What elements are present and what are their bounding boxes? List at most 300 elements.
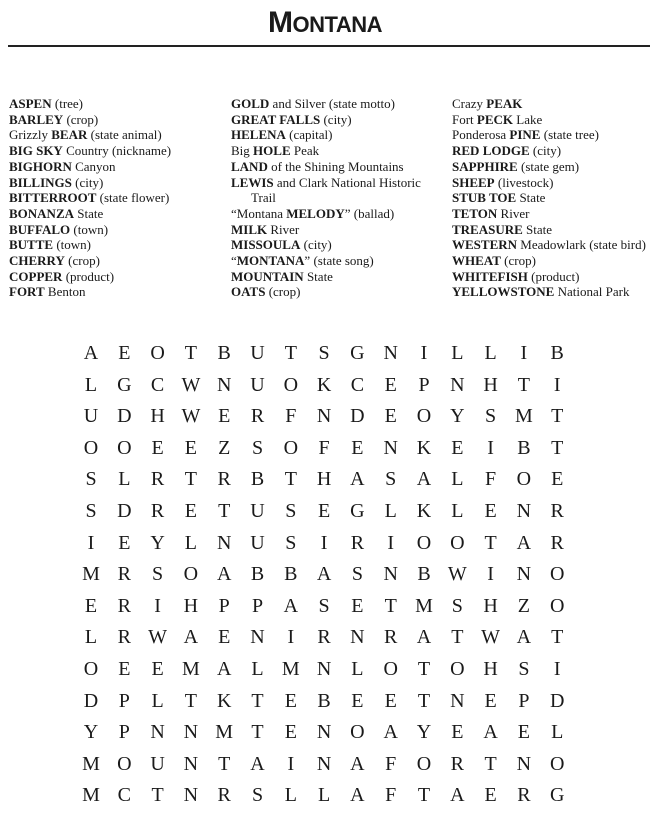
grid-letter[interactable]: H — [316, 468, 332, 491]
grid-letter[interactable]: B — [317, 689, 331, 712]
word-entry-note: Canyon — [71, 158, 116, 174]
grid-letter[interactable]: O — [150, 342, 165, 364]
grid-letter[interactable]: E — [118, 531, 131, 554]
grid-letter[interactable]: O — [549, 563, 565, 586]
grid-letter[interactable]: A — [183, 626, 199, 649]
grid-letter[interactable]: N — [316, 752, 332, 775]
grid-letter[interactable]: T — [251, 721, 264, 744]
word-entry — [231, 253, 446, 269]
grid-letter[interactable]: F — [285, 405, 297, 428]
grid-letter[interactable]: E — [284, 689, 297, 712]
grid-letter[interactable]: C — [117, 784, 131, 807]
grid-letter[interactable]: W — [181, 373, 201, 396]
grid-letter[interactable]: L — [451, 342, 464, 364]
word-entry — [9, 222, 224, 238]
word-entry-note: (crop) — [63, 111, 99, 127]
grid-letter[interactable]: N — [150, 721, 165, 744]
grid-letter[interactable]: A — [483, 721, 498, 744]
grid-letter[interactable]: B — [517, 436, 531, 459]
grid-letter[interactable]: E — [218, 405, 231, 428]
grid-letter[interactable]: R — [150, 500, 165, 522]
grid-letter[interactable]: I — [553, 658, 561, 680]
word-entry-keyword: MOUNTAIN — [231, 268, 304, 284]
word-entry-note: ” (ballad) — [344, 205, 395, 221]
grid-letter[interactable]: Y — [150, 531, 165, 554]
grid-letter[interactable]: T — [417, 658, 431, 680]
grid-letter[interactable]: E — [118, 658, 131, 680]
grid-letter[interactable]: B — [250, 468, 265, 491]
grid-letter[interactable]: L — [451, 500, 464, 522]
word-entry-note: (crop) — [265, 284, 301, 300]
word-entry-keyword: TETON — [452, 205, 498, 221]
grid-letter[interactable]: T — [184, 468, 197, 491]
word-entry-note: and Clark National Historic — [273, 174, 421, 190]
grid-letter[interactable]: T — [184, 689, 197, 712]
grid-letter[interactable]: I — [154, 594, 161, 617]
grid-letter[interactable]: O — [516, 468, 532, 491]
word-entry-note: (city) — [300, 237, 332, 253]
word-entry-note: and Silver (state motto) — [269, 96, 395, 111]
word-entry-note: National Park — [554, 284, 630, 300]
word-entry — [9, 237, 224, 253]
grid-letter[interactable]: U — [250, 500, 265, 522]
grid-letter[interactable]: F — [485, 468, 497, 491]
word-entry — [9, 175, 224, 191]
word-entry — [231, 190, 446, 206]
grid-letter[interactable]: N — [383, 342, 398, 364]
grid-letter[interactable]: E — [384, 373, 397, 396]
grid-letter[interactable]: L — [317, 784, 331, 807]
grid-letter[interactable]: E — [184, 500, 197, 522]
grid-letter[interactable]: D — [83, 689, 99, 712]
grid-letter[interactable]: S — [85, 500, 97, 522]
grid-letter[interactable]: E — [484, 689, 497, 712]
grid-letter[interactable]: D — [549, 689, 565, 712]
grid-letter[interactable]: T — [417, 689, 431, 712]
grid-letter[interactable]: O — [83, 658, 99, 680]
grid-letter[interactable]: K — [216, 689, 232, 712]
grid-letter[interactable]: N — [516, 752, 532, 775]
word-entry — [9, 269, 224, 285]
word-entry-note: (crop) — [64, 253, 100, 269]
grid-letter[interactable]: W — [181, 405, 201, 428]
grid-letter[interactable]: S — [318, 342, 330, 364]
grid-letter[interactable]: D — [350, 405, 365, 428]
grid-letter[interactable]: E — [351, 594, 364, 617]
grid-letter[interactable]: R — [217, 784, 231, 807]
grid-letter[interactable]: R — [550, 531, 564, 554]
grid-letter[interactable]: O — [283, 373, 299, 396]
grid-letter[interactable]: E — [551, 468, 564, 491]
grid-letter[interactable]: K — [316, 373, 332, 396]
grid-letter[interactable]: S — [385, 468, 397, 491]
grid-letter[interactable]: Y — [83, 721, 99, 744]
grid-letter[interactable]: O — [416, 752, 432, 775]
grid-letter[interactable]: E — [384, 689, 397, 712]
grid-letter[interactable]: A — [416, 626, 432, 649]
word-entry-note: State — [74, 205, 104, 221]
grid-letter[interactable]: A — [216, 658, 232, 680]
word-entry-prefix: Crazy — [452, 96, 487, 111]
grid-letter[interactable]: R — [150, 468, 165, 491]
grid-letter[interactable]: R — [350, 531, 365, 554]
word-entry — [9, 143, 224, 159]
word-entry-note: (city) — [320, 111, 352, 127]
grid-letter[interactable]: N — [183, 721, 199, 744]
grid-letter[interactable]: E — [184, 436, 197, 459]
grid-letter[interactable]: C — [150, 373, 165, 396]
grid-letter[interactable]: E — [84, 594, 98, 617]
grid-letter[interactable]: L — [384, 500, 397, 522]
grid-letter[interactable]: M — [514, 405, 533, 428]
grid-letter[interactable]: H — [483, 594, 498, 617]
grid-letter[interactable]: C — [350, 373, 365, 396]
word-entry-keyword: HOLE — [253, 143, 291, 159]
word-entry-prefix: “ — [231, 253, 237, 269]
grid-letter[interactable]: T — [184, 342, 197, 364]
grid-letter[interactable]: L — [451, 468, 464, 491]
grid-letter[interactable]: R — [217, 468, 231, 491]
grid-letter[interactable]: E — [151, 436, 164, 459]
grid-letter[interactable]: T — [417, 784, 431, 807]
word-entry-note: Benton — [44, 284, 86, 300]
grid-letter[interactable]: P — [251, 594, 264, 617]
grid-letter[interactable]: M — [215, 721, 234, 744]
grid-letter[interactable]: A — [416, 468, 432, 491]
grid-letter[interactable]: H — [483, 658, 498, 680]
grid-letter[interactable]: Z — [218, 436, 231, 459]
grid-letter[interactable]: D — [117, 405, 132, 428]
word-list-column-3 — [452, 96, 650, 300]
grid-letter[interactable]: R — [250, 405, 265, 428]
grid-letter[interactable]: A — [350, 468, 365, 491]
grid-letter[interactable]: O — [83, 436, 99, 459]
word-entry-keyword: RED LODGE — [452, 143, 530, 159]
word-entry-keyword: SAPPHIRE — [452, 158, 518, 174]
grid-letter[interactable]: T — [284, 468, 297, 491]
word-entry-note: Peak — [290, 143, 320, 159]
grid-row — [0, 686, 650, 718]
grid-letter[interactable]: S — [152, 563, 164, 586]
grid-letter[interactable]: I — [520, 342, 528, 364]
word-entry-keyword: LEWIS — [231, 174, 274, 190]
grid-letter[interactable]: L — [151, 689, 164, 712]
grid-letter[interactable]: N — [216, 373, 232, 396]
grid-row — [0, 622, 650, 654]
grid-letter[interactable]: E — [351, 689, 364, 712]
grid-letter[interactable]: I — [553, 373, 561, 396]
grid-letter[interactable]: S — [318, 594, 330, 617]
grid-letter[interactable]: P — [518, 689, 530, 712]
grid-letter[interactable]: G — [350, 500, 365, 522]
grid-letter[interactable]: N — [250, 626, 265, 649]
word-entry — [9, 112, 224, 128]
grid-letter[interactable]: E — [151, 658, 164, 680]
grid-letter[interactable]: H — [483, 373, 498, 396]
word-entry — [231, 112, 446, 128]
grid-letter[interactable]: B — [284, 563, 298, 586]
grid-letter[interactable]: R — [117, 563, 131, 586]
grid-letter[interactable]: A — [283, 594, 299, 617]
grid-letter[interactable]: A — [216, 563, 232, 586]
word-entry-note: (city) — [529, 143, 562, 159]
grid-letter[interactable]: M — [82, 563, 100, 586]
grid-letter[interactable]: D — [117, 500, 132, 522]
grid-letter[interactable]: P — [118, 721, 130, 744]
grid-letter[interactable]: G — [117, 373, 132, 396]
grid-letter[interactable]: N — [383, 436, 398, 459]
grid-letter[interactable]: P — [118, 689, 130, 712]
grid-letter[interactable]: T — [551, 626, 564, 649]
word-entry-note: State — [522, 221, 553, 237]
grid-letter[interactable]: F — [318, 436, 330, 459]
grid-letter[interactable]: P — [418, 373, 430, 396]
grid-letter[interactable]: O — [450, 531, 465, 554]
word-entry — [452, 206, 650, 222]
grid-letter[interactable]: M — [281, 658, 300, 680]
grid-letter[interactable]: N — [183, 752, 199, 775]
grid-letter[interactable]: T — [384, 594, 397, 617]
grid-letter[interactable]: S — [285, 500, 297, 522]
word-entry-note: (product) — [62, 268, 115, 284]
grid-letter[interactable]: Y — [450, 405, 465, 428]
grid-letter[interactable]: U — [83, 405, 99, 428]
grid-letter[interactable]: N — [316, 658, 332, 680]
word-entry-keyword: BONANZA — [9, 205, 75, 221]
word-entry-keyword: MISSOULA — [231, 237, 301, 253]
grid-letter[interactable]: E — [284, 721, 297, 744]
grid-letter[interactable]: U — [250, 531, 265, 554]
grid-letter[interactable]: B — [250, 563, 265, 586]
grid-letter[interactable]: R — [450, 752, 464, 775]
grid-letter[interactable]: E — [218, 626, 231, 649]
grid-letter[interactable]: N — [516, 563, 532, 586]
grid-letter[interactable]: B — [550, 342, 564, 364]
grid-letter[interactable]: F — [385, 784, 397, 807]
grid-letter[interactable]: S — [251, 436, 264, 459]
grid-letter[interactable]: M — [82, 784, 100, 807]
grid-letter[interactable]: N — [183, 784, 199, 807]
grid-letter[interactable]: B — [217, 342, 231, 364]
grid-letter[interactable]: Y — [416, 721, 432, 744]
grid-letter[interactable]: M — [181, 658, 200, 680]
grid-letter[interactable]: O — [117, 752, 132, 775]
grid-letter[interactable]: N — [450, 373, 465, 396]
grid-letter[interactable]: A — [450, 784, 465, 807]
grid-letter[interactable]: T — [517, 373, 530, 396]
word-entry-keyword: MONTANA — [236, 253, 305, 269]
grid-letter[interactable]: O — [350, 721, 365, 744]
grid-letter[interactable]: R — [384, 626, 398, 649]
grid-letter[interactable]: L — [351, 658, 364, 680]
grid-letter[interactable]: S — [518, 658, 530, 680]
grid-letter[interactable]: L — [251, 658, 264, 680]
grid-letter[interactable]: I — [87, 531, 95, 554]
grid-letter[interactable]: N — [316, 721, 332, 744]
grid-letter[interactable]: F — [385, 752, 397, 775]
grid-letter[interactable]: E — [384, 405, 397, 428]
grid-letter[interactable]: A — [383, 721, 398, 744]
grid-letter[interactable]: E — [317, 500, 331, 522]
grid-letter[interactable]: O — [416, 531, 432, 554]
grid-letter[interactable]: L — [484, 342, 497, 364]
grid-letter[interactable]: A — [350, 752, 365, 775]
grid-letter[interactable]: N — [450, 689, 465, 712]
grid-letter[interactable]: E — [484, 784, 497, 807]
grid-letter[interactable]: S — [485, 405, 497, 428]
grid-letter[interactable]: S — [351, 563, 363, 586]
word-entry — [231, 159, 446, 175]
word-entry — [9, 253, 224, 269]
word-entry-note: River — [497, 205, 530, 221]
grid-letter[interactable]: O — [283, 436, 299, 459]
grid-letter[interactable]: S — [85, 468, 97, 491]
grid-letter[interactable]: K — [416, 500, 432, 522]
grid-letter[interactable]: L — [551, 721, 564, 744]
grid-letter[interactable]: S — [251, 784, 264, 807]
word-entry-keyword: BIG SKY — [9, 143, 63, 159]
grid-letter[interactable]: O — [416, 405, 432, 428]
grid-letter[interactable]: M — [82, 752, 100, 775]
grid-letter[interactable]: W — [447, 563, 467, 586]
grid-letter[interactable]: Z — [517, 594, 530, 617]
grid-letter[interactable]: P — [218, 594, 230, 617]
grid-letter[interactable]: U — [250, 373, 265, 396]
grid-row — [0, 464, 650, 496]
grid-letter[interactable]: O — [117, 436, 132, 459]
grid-letter[interactable]: S — [451, 594, 463, 617]
grid-letter[interactable]: E — [517, 721, 530, 744]
grid-letter[interactable]: U — [150, 752, 165, 775]
word-entry-keyword: MELODY — [286, 205, 345, 221]
word-entry-keyword: GOLD — [231, 96, 270, 111]
word-entry-note: State — [303, 268, 333, 284]
word-entry-keyword: BUTTE — [9, 237, 54, 253]
grid-row — [0, 433, 650, 465]
word-entry-keyword: BARLEY — [9, 111, 64, 127]
grid-letter[interactable]: T — [218, 500, 231, 522]
grid-letter[interactable]: T — [451, 626, 464, 649]
grid-letter[interactable]: O — [183, 563, 199, 586]
grid-letter[interactable]: R — [517, 784, 531, 807]
grid-letter[interactable]: G — [549, 784, 565, 807]
title-rest: ONTANA — [292, 12, 382, 37]
grid-letter[interactable]: I — [387, 531, 395, 554]
grid-letter[interactable]: T — [284, 342, 297, 364]
grid-letter[interactable]: R — [117, 626, 131, 649]
grid-letter[interactable]: I — [487, 436, 494, 459]
word-entry-note: Lake — [513, 111, 543, 127]
grid-letter[interactable]: T — [484, 531, 497, 554]
grid-letter[interactable]: A — [316, 563, 332, 586]
word-entry — [231, 127, 446, 143]
word-entry — [231, 206, 446, 222]
grid-letter[interactable]: I — [420, 342, 428, 364]
grid-letter[interactable]: U — [250, 342, 265, 364]
grid-letter[interactable]: I — [487, 563, 494, 586]
word-entry — [452, 190, 650, 206]
grid-row — [0, 496, 650, 528]
grid-row — [0, 338, 650, 370]
grid-letter[interactable]: I — [287, 626, 295, 649]
grid-letter[interactable]: E — [118, 342, 131, 364]
word-entry-keyword: CHERRY — [9, 253, 65, 269]
grid-letter[interactable]: N — [350, 626, 365, 649]
grid-letter[interactable]: T — [484, 752, 497, 775]
grid-letter[interactable]: E — [451, 721, 464, 744]
grid-letter[interactable]: S — [285, 531, 297, 554]
grid-letter[interactable]: A — [516, 531, 532, 554]
grid-letter[interactable]: T — [551, 436, 564, 459]
word-entry — [452, 284, 650, 300]
grid-letter[interactable]: A — [350, 784, 365, 807]
grid-letter[interactable]: I — [320, 531, 328, 554]
grid-letter[interactable]: R — [550, 500, 564, 522]
word-entry-prefix: Fort — [452, 111, 477, 127]
grid-letter[interactable]: O — [450, 658, 465, 680]
grid-letter[interactable]: E — [451, 436, 464, 459]
grid-letter[interactable]: N — [316, 405, 332, 428]
grid-letter[interactable]: L — [184, 531, 197, 554]
grid-letter[interactable]: T — [218, 752, 231, 775]
word-entry — [9, 96, 224, 112]
grid-letter[interactable]: G — [350, 342, 365, 364]
grid-row — [0, 654, 650, 686]
grid-letter[interactable]: O — [549, 594, 565, 617]
grid-letter[interactable]: M — [415, 594, 433, 617]
word-entry-note: (city) — [71, 174, 104, 190]
grid-letter[interactable]: L — [118, 468, 131, 491]
grid-letter[interactable]: H — [183, 594, 199, 617]
grid-letter[interactable]: R — [317, 626, 331, 649]
grid-letter[interactable]: L — [84, 373, 98, 396]
grid-row — [0, 717, 650, 749]
word-entry — [9, 159, 224, 175]
grid-letter[interactable]: T — [251, 689, 264, 712]
grid-letter[interactable]: L — [284, 784, 297, 807]
grid-letter[interactable]: A — [83, 342, 99, 364]
grid-letter[interactable]: A — [250, 752, 265, 775]
grid-letter[interactable]: W — [481, 626, 501, 649]
word-entry — [452, 143, 650, 159]
grid-letter[interactable]: K — [416, 436, 432, 459]
grid-letter[interactable]: A — [516, 626, 532, 649]
grid-letter[interactable]: R — [117, 594, 131, 617]
grid-letter[interactable]: O — [549, 752, 565, 775]
grid-letter[interactable]: W — [148, 626, 168, 649]
grid-letter[interactable]: E — [484, 500, 497, 522]
grid-letter[interactable]: L — [84, 626, 98, 649]
grid-letter[interactable]: E — [351, 436, 364, 459]
grid-letter[interactable]: N — [383, 563, 398, 586]
grid-letter[interactable]: H — [150, 405, 165, 428]
grid-letter[interactable]: N — [516, 500, 532, 522]
word-entry-note: (town) — [70, 221, 109, 237]
grid-letter[interactable]: N — [216, 531, 232, 554]
word-entry-note: (state gem) — [517, 158, 580, 174]
grid-row — [0, 401, 650, 433]
grid-letter[interactable]: T — [151, 784, 164, 807]
grid-letter[interactable]: O — [383, 658, 398, 680]
word-entry-note: of the Shining Mountains — [267, 158, 404, 174]
word-entry — [452, 175, 650, 191]
word-entry-continuation: Trail — [251, 190, 276, 206]
grid-letter[interactable]: B — [417, 563, 431, 586]
grid-letter[interactable]: I — [287, 752, 295, 775]
word-entry-keyword: HELENA — [231, 127, 286, 143]
grid-letter[interactable]: T — [551, 405, 564, 428]
word-entry-keyword: STUB TOE — [452, 190, 517, 206]
